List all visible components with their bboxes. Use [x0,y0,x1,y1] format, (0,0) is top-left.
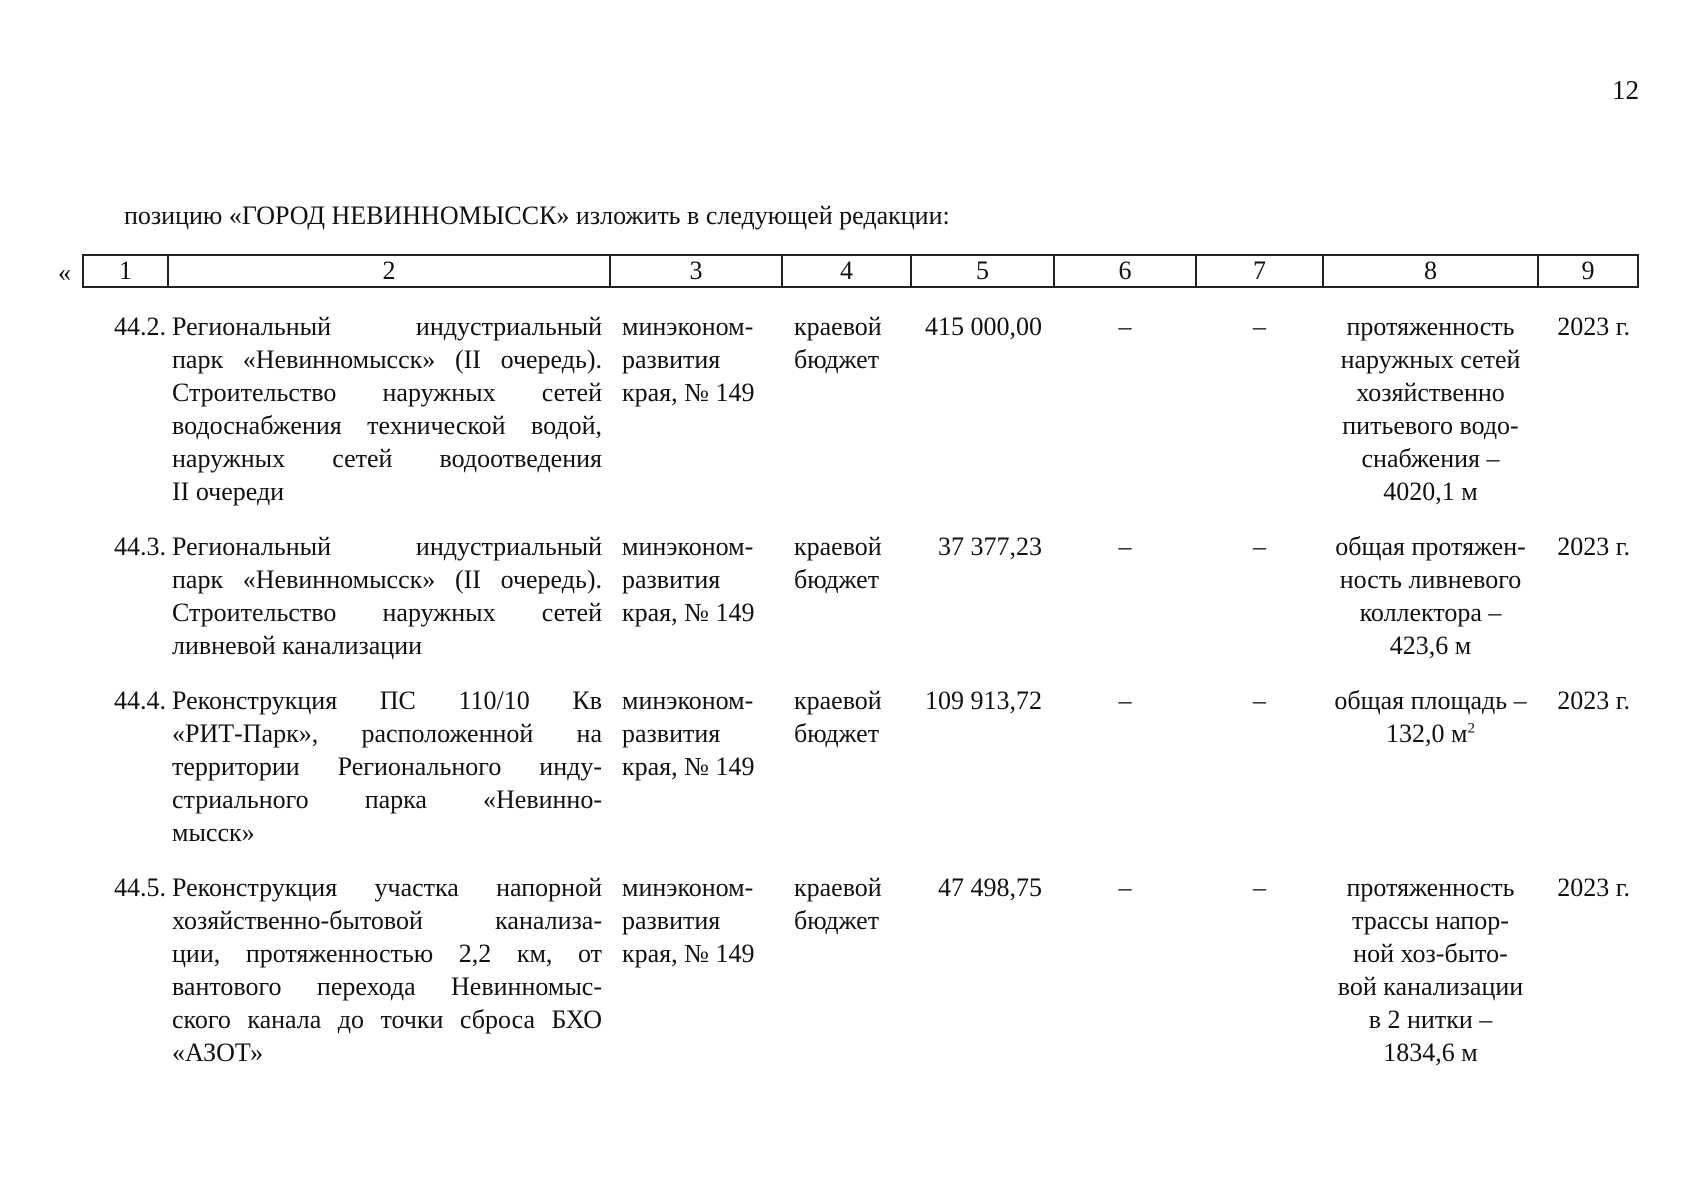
amount: 109 913,72 [925,686,1042,715]
object-name-line: наружных сетей водоотведения [172,444,602,473]
indicator [1323,662,1538,849]
header-col-8: 8 [1323,255,1538,287]
indicator-line: трассы напор- [1352,906,1509,935]
object-name [168,508,610,662]
indicator [1323,287,1538,508]
opening-quote: « [58,258,71,287]
indicator-line: снабжения – [1361,444,1500,473]
indicator-line: коллектора – [1359,598,1502,627]
header-col-5: 5 [911,255,1054,287]
responsible-body-line: развития [622,719,721,748]
column-6-value: – [1118,532,1132,561]
indicator-line: протяженность [1346,312,1515,341]
responsible-body [610,662,782,849]
funding-source-line: бюджет [794,719,880,748]
object-name-line: II очереди [172,477,285,506]
intro-text: позицию «ГОРОД НЕВИННОМЫССК» изложить в следующей редакции: [124,201,950,230]
indicator-line: протяженность [1346,873,1515,902]
indicator-line: 4020,1 м [1383,477,1478,506]
indicator-line: в 2 нитки – [1368,1005,1493,1034]
positions-table [82,254,1639,1069]
funding-source [782,662,911,849]
indicator-line: общая протяжен- [1335,532,1526,561]
table-row [83,662,1638,849]
indicator-line-text: 132,0 м [1386,719,1468,748]
responsible-body-line: края, № 149 [622,752,755,781]
responsible-body-line: края, № 149 [622,939,755,968]
responsible-body-line: минэконом- [622,312,754,341]
indicator-line: вой канализации [1337,972,1524,1001]
object-name-line: территории Регионального инду- [172,752,602,781]
amount: 37 377,23 [938,532,1042,561]
responsible-body-line: минэконом- [622,686,754,715]
indicator [1323,849,1538,1069]
responsible-body-line: развития [622,565,721,594]
row-number: 44.5. [114,873,166,902]
indicator-line: 423,6 м [1389,631,1472,660]
object-name [168,849,610,1069]
object-name-line: «РИТ-Парк», расположенной на [172,719,602,748]
object-name [168,287,610,508]
amount: 47 498,75 [938,873,1042,902]
row-number: 44.4. [114,686,166,715]
object-name-line: ции, протяженностью 2,2 км, от [172,939,602,968]
indicator-line: общая площадь – [1334,686,1527,715]
object-name-line: вантового перехода Невинномыс- [172,972,602,1001]
object-name-line: Региональный индустриальный [172,312,602,341]
indicator-line: питьевого водо- [1342,411,1519,440]
column-6-value: – [1118,873,1132,902]
column-number-header [83,255,1638,287]
object-name-line: «АЗОТ» [172,1038,264,1067]
table-row [83,287,1638,508]
funding-source-line: бюджет [794,565,880,594]
responsible-body-line: минэконом- [622,532,754,561]
indicator-line: наружных сетей [1340,345,1521,374]
header-col-1: 1 [83,255,168,287]
indicator-superscript: 2 [1467,720,1475,737]
indicator-line [1323,717,1538,750]
year: 2023 г. [1557,686,1630,715]
column-7-value: – [1253,532,1266,561]
year: 2023 г. [1557,873,1630,902]
responsible-body [610,849,782,1069]
year: 2023 г. [1557,312,1630,341]
object-name-line: мысск» [172,818,255,847]
responsible-body-line: края, № 149 [622,378,755,407]
object-name-line: стриального парка «Невинно- [172,785,602,814]
responsible-body-line: края, № 149 [622,598,755,627]
object-name-line: хозяйственно-бытовой канализа- [172,906,602,935]
header-col-3: 3 [610,255,782,287]
indicator [1323,508,1538,662]
object-name-line: ливневой канализации [172,631,423,660]
column-6-value: – [1118,686,1132,715]
object-name-line: Региональный индустриальный [172,532,602,561]
row-number: 44.3. [114,532,166,561]
column-7-value: – [1253,686,1266,715]
object-name-line: Реконструкция участка напорной [172,873,602,902]
funding-source [782,287,911,508]
page-number: 12 [1612,75,1639,105]
object-name [168,662,610,849]
responsible-body [610,287,782,508]
funding-source-line: краевой [794,532,882,561]
object-name-line: Реконструкция ПС 110/10 Кв [172,686,602,715]
amount: 415 000,00 [925,312,1042,341]
funding-source-line: бюджет [794,345,880,374]
object-name-line: парк «Невинномысск» (II очередь). [172,565,602,594]
year: 2023 г. [1557,532,1630,561]
funding-source-line: краевой [794,686,882,715]
header-col-9: 9 [1538,255,1638,287]
indicator-line: ной хоз-быто- [1353,939,1508,968]
column-6-value: – [1118,312,1132,341]
column-7-value: – [1253,873,1266,902]
indicator-line: хозяйственно [1356,378,1505,407]
header-col-7: 7 [1196,255,1323,287]
object-name-line: Строительство наружных сетей [172,598,602,627]
funding-source-line: бюджет [794,906,880,935]
funding-source-line: краевой [794,312,882,341]
object-name-line: ского канала до точки сброса БХО [172,1005,602,1034]
header-col-6: 6 [1054,255,1196,287]
object-name-line: парк «Невинномысск» (II очередь). [172,345,602,374]
responsible-body-line: развития [622,906,721,935]
indicator-line: 1834,6 м [1383,1038,1478,1067]
row-number: 44.2. [114,312,166,341]
responsible-body-line: развития [622,345,721,374]
column-7-value: – [1253,312,1266,341]
object-name-line: водоснабжения технической водой, [172,411,602,440]
funding-source-line: краевой [794,873,882,902]
responsible-body-line: минэконом- [622,873,754,902]
funding-source [782,849,911,1069]
funding-source [782,508,911,662]
object-name-line: Строительство наружных сетей [172,378,602,407]
responsible-body [610,508,782,662]
indicator-line: ность ливневого [1339,565,1522,594]
table-row [83,508,1638,662]
header-col-2: 2 [168,255,610,287]
table-row [83,849,1638,1069]
header-col-4: 4 [782,255,911,287]
